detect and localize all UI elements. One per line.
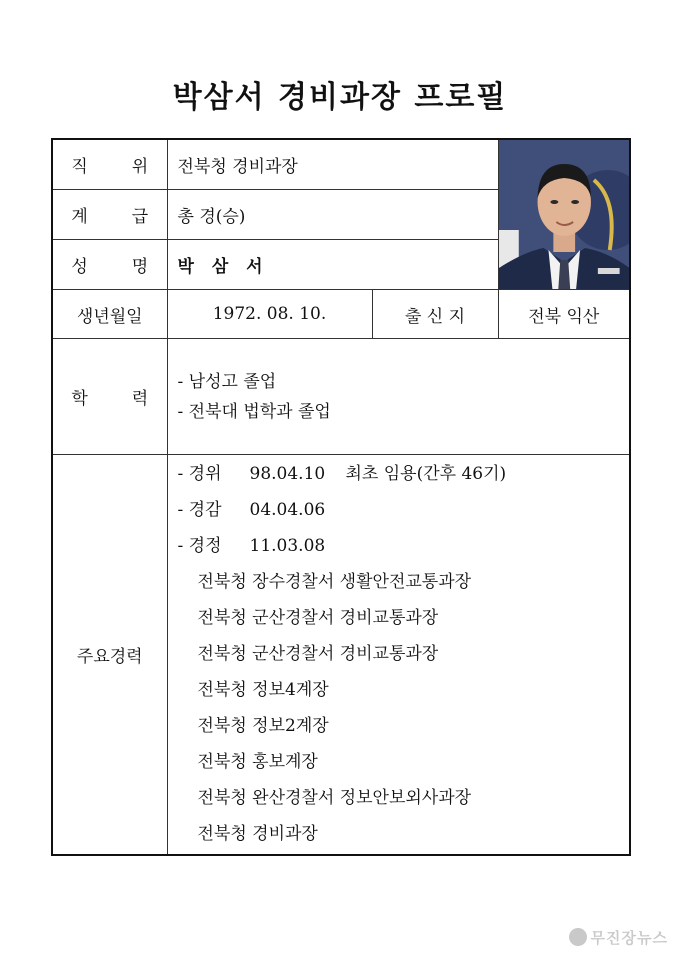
profile-photo-cell <box>498 139 630 290</box>
value-career <box>167 455 630 855</box>
profile-photo <box>499 140 630 289</box>
career-post: 전북청 정보4계장 <box>197 680 329 701</box>
label-hometown: 출 신 지 <box>372 290 498 339</box>
career-promotion: - 경감 04.04.06 <box>177 500 326 521</box>
career-post: 전북청 홍보계장 <box>197 752 318 773</box>
value-name: 박 삼 서 <box>167 239 498 289</box>
career-post: 전북청 군산경찰서 경비교통과장 <box>197 608 439 629</box>
career-post: 전북청 완산경찰서 정보안보외사과장 <box>197 788 472 809</box>
label-education: 학 력 <box>52 339 167 455</box>
value-birth: 1972. 08. 10. <box>167 290 372 339</box>
career-post: 전북청 정보2계장 <box>197 716 329 737</box>
label-career: 주요경력 <box>52 455 167 855</box>
label-rank: 계 급 <box>52 189 167 239</box>
career-post: 전북청 장수경찰서 생활안전교통과장 <box>197 572 472 593</box>
value-hometown: 전북 익산 <box>498 290 630 339</box>
profile-table <box>51 138 631 856</box>
education-item: - 전북대 법학과 졸업 <box>177 401 331 422</box>
education-item: - 남성고 졸업 <box>177 371 277 392</box>
row-education <box>52 339 630 455</box>
value-rank: 총 경(승) <box>167 189 498 239</box>
career-promotion: - 경정 11.03.08 <box>177 536 326 557</box>
value-education <box>167 339 630 455</box>
value-position: 전북청 경비과장 <box>167 139 498 189</box>
label-position: 직 위 <box>52 139 167 189</box>
career-post: 전북청 군산경찰서 경비교통과장 <box>197 644 439 665</box>
row-position <box>52 139 630 189</box>
career-promotion: - 경위 98.04.10 최초 임용(간후 46기) <box>177 464 507 485</box>
label-birth: 생년월일 <box>52 290 167 339</box>
watermark-logo: 무진장뉴스 <box>569 927 668 948</box>
row-birth-hometown <box>52 290 630 339</box>
career-post: 전북청 경비과장 <box>197 824 318 845</box>
document-title: 박삼서 경비과장 프로필 <box>172 80 508 115</box>
watermark-icon <box>569 928 587 946</box>
label-name: 성 명 <box>52 239 167 289</box>
row-career <box>52 455 630 855</box>
